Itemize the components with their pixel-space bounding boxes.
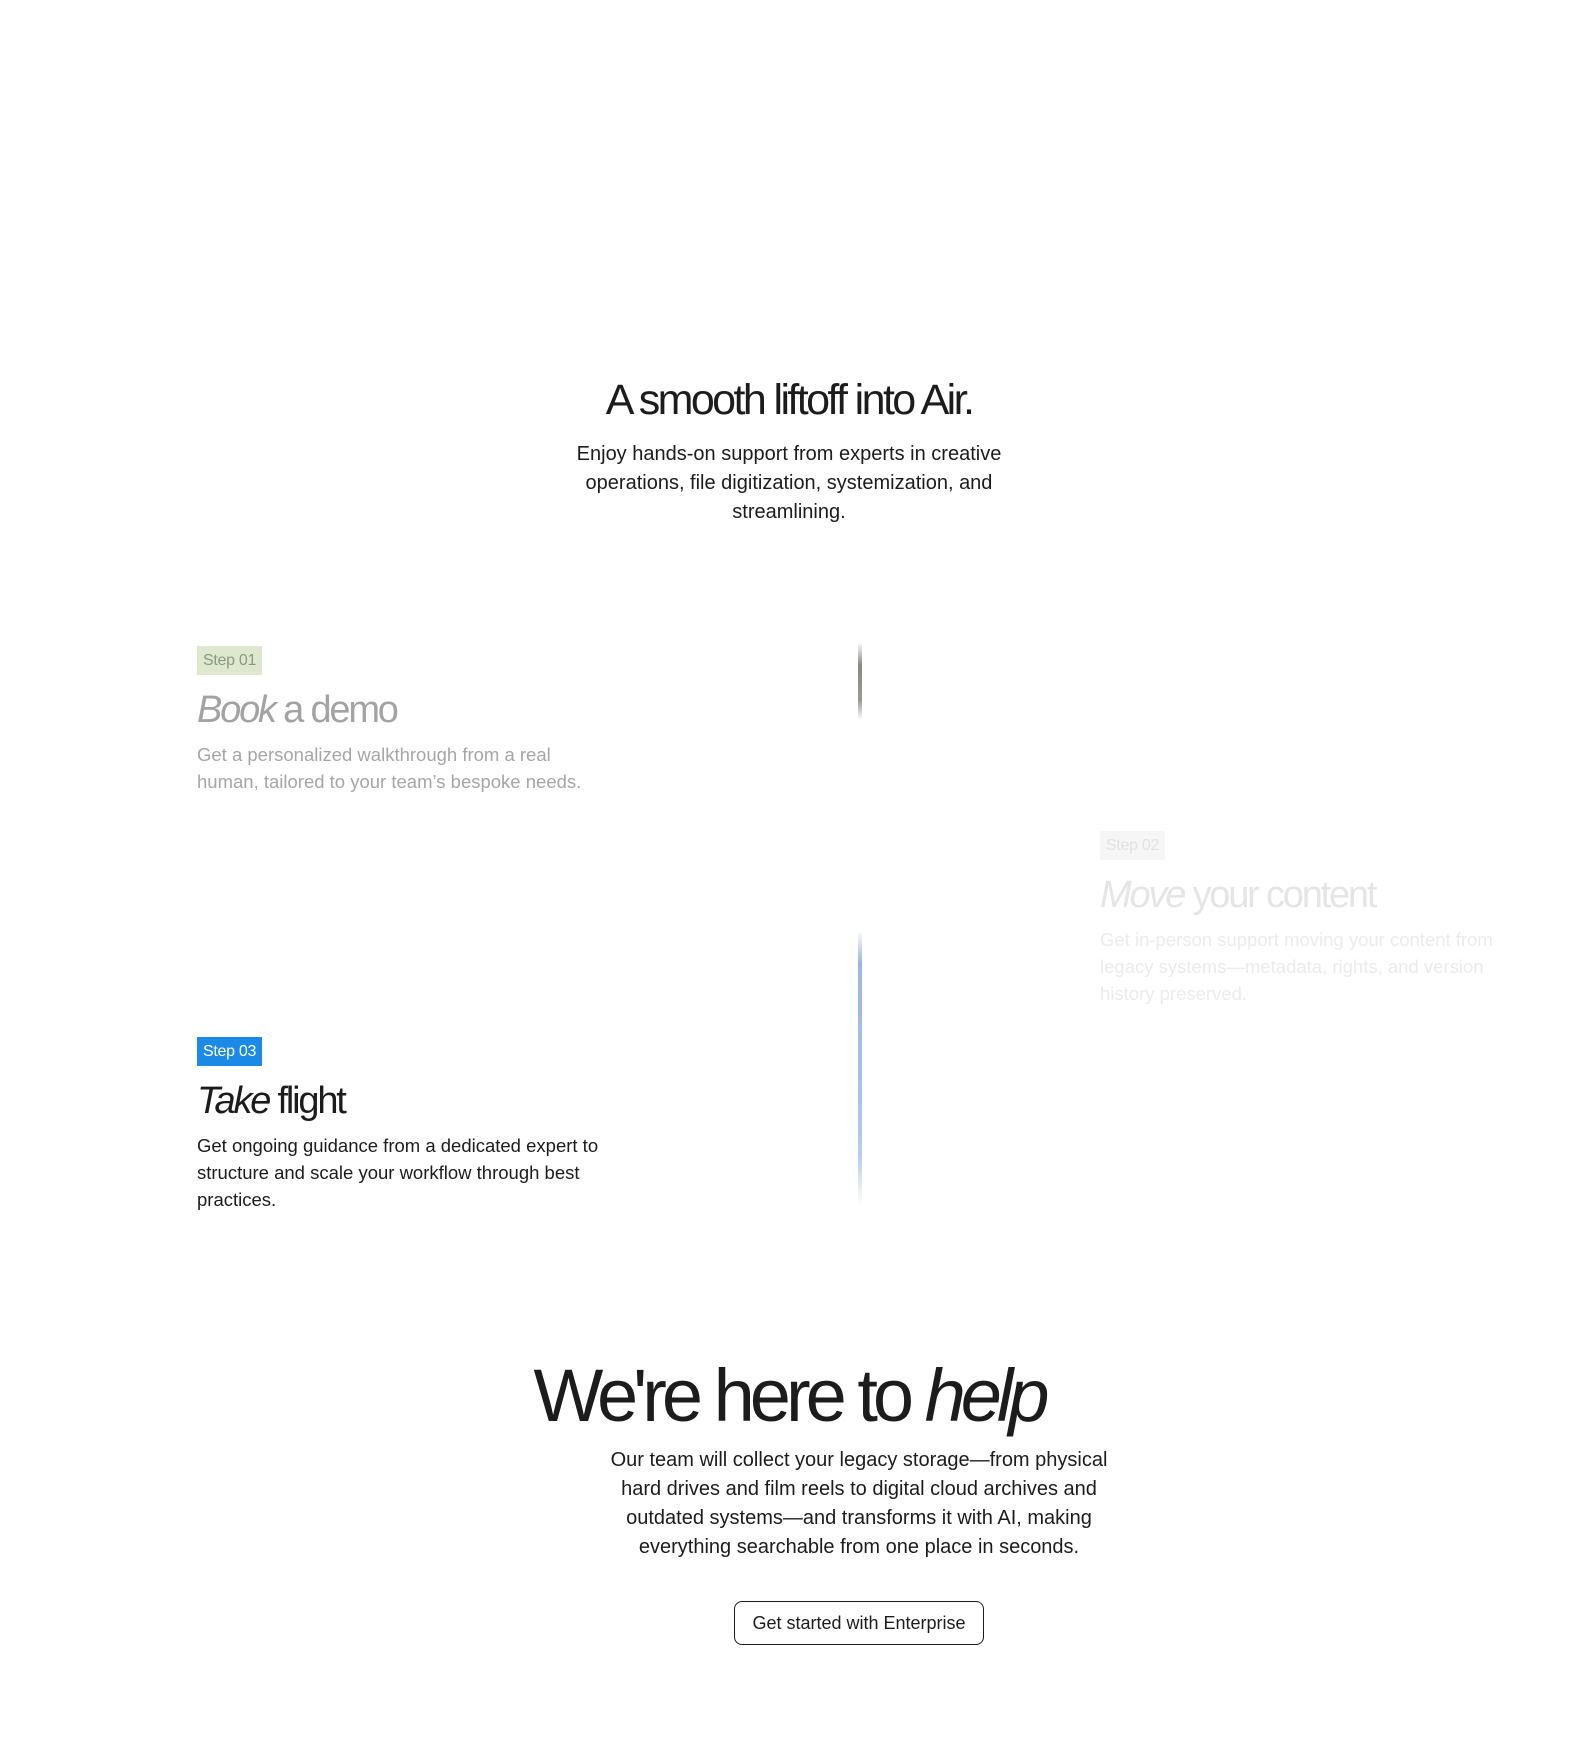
step-title-emphasis: Book — [197, 689, 275, 731]
step-title-emphasis: Take — [197, 1080, 270, 1122]
step-03 — [197, 1037, 617, 1213]
progress-line-active — [858, 930, 862, 1206]
step-title — [1100, 872, 1500, 918]
step-title — [197, 1078, 617, 1124]
help-title — [0, 1354, 1578, 1438]
step-description: Get ongoing guidance from a dedicated expert to structure and scale your workflow through best practices. — [197, 1135, 599, 1210]
step-title-rest: a demo — [274, 689, 397, 731]
hero-subtitle: Enjoy hands-on support from experts in creative operations, file digitization, systemization, and streamlining. — [576, 443, 1002, 523]
step-badge: Step 03 — [197, 1037, 262, 1066]
hero-title: A smooth liftoff into Air. — [605, 376, 973, 424]
step-02 — [1100, 831, 1500, 1007]
step-badge: Step 01 — [197, 646, 262, 675]
step-description: Get a personalized walkthrough from a real human, tailored to your team’s bespoke needs. — [197, 744, 582, 792]
step-title-rest: flight — [269, 1080, 345, 1122]
step-description: Get in-person support moving your content from legacy systems—metadata, rights, and version history preserved. — [1100, 929, 1493, 1004]
step-title-rest: your content — [1184, 874, 1376, 916]
step-01 — [197, 646, 617, 795]
get-started-enterprise-button[interactable]: Get started with Enterprise — [734, 1601, 984, 1645]
progress-line-top — [858, 642, 862, 720]
help-title-plain: We're here to — [533, 1354, 925, 1437]
help-title-emphasis: help — [924, 1354, 1045, 1437]
step-title-emphasis: Move — [1100, 874, 1185, 916]
step-badge: Step 02 — [1100, 831, 1165, 860]
step-title — [197, 687, 617, 733]
help-subtitle: Our team will collect your legacy storage—from physical hard drives and film reels to digital cloud archives and outdated systems—and transforms it with AI, making everything searchable from one place in seconds. — [610, 1449, 1108, 1558]
